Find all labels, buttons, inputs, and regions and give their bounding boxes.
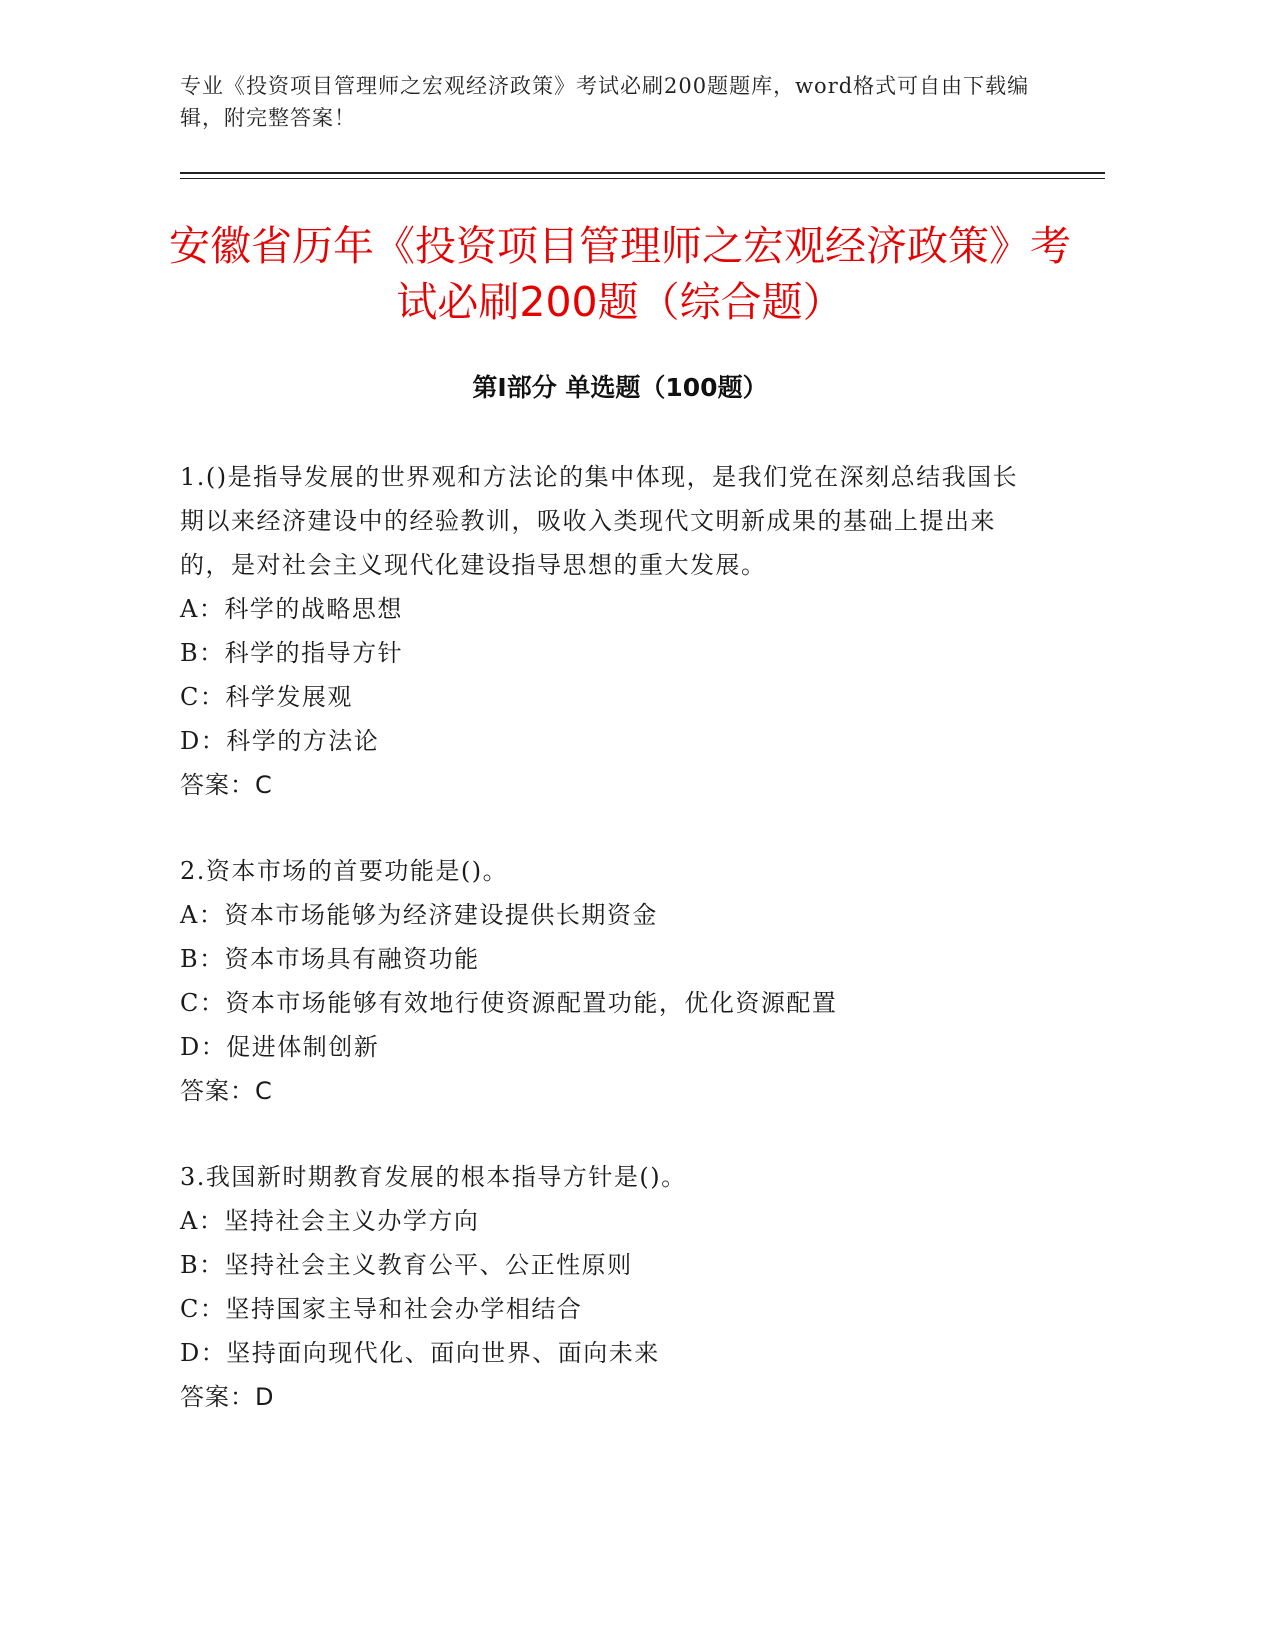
question-1 bbox=[180, 455, 1020, 807]
option-b: B：资本市场具有融资功能 bbox=[180, 945, 480, 973]
question-2 bbox=[180, 849, 1020, 1113]
section-title: 第I部分 单选题（100题） bbox=[472, 373, 768, 402]
option-a: A：科学的战略思想 bbox=[180, 595, 403, 623]
option-b: B：科学的指导方针 bbox=[180, 639, 404, 667]
question-text: 3.我国新时期教育发展的根本指导方针是()。 bbox=[180, 1163, 687, 1191]
question-3 bbox=[180, 1155, 1020, 1419]
option-d: D：促进体制创新 bbox=[180, 1033, 380, 1061]
option-d: D：科学的方法论 bbox=[180, 727, 380, 755]
header-divider-thin bbox=[180, 178, 1105, 179]
option-c: C：坚持国家主导和社会办学相结合 bbox=[180, 1295, 583, 1323]
answer: 答案：C bbox=[180, 771, 273, 799]
question-text: 1.()是指导发展的世界观和方法论的集中体现，是我们党在深刻总结我国长期以来经济建设中的经验教训，吸收入类现代文明新成果的基础上提出来的，是对社会主义现代化建设指导思想的重大发展。 bbox=[180, 463, 1019, 579]
question-text: 2.资本市场的首要功能是()。 bbox=[180, 857, 509, 885]
header-note: 专业《投资项目管理师之宏观经济政策》考试必刷200题题库，word格式可自由下载编辑，附完整答案！ bbox=[180, 74, 1030, 130]
option-a: A：资本市场能够为经济建设提供长期资金 bbox=[180, 901, 658, 929]
document-title: 安徽省历年《投资项目管理师之宏观经济政策》考试必刷200题（综合题） bbox=[169, 222, 1071, 326]
question-list bbox=[180, 455, 1020, 1461]
header-divider-thick bbox=[180, 172, 1105, 174]
answer: 答案：D bbox=[180, 1383, 275, 1411]
answer: 答案：C bbox=[180, 1077, 273, 1105]
option-d: D：坚持面向现代化、面向世界、面向未来 bbox=[180, 1339, 660, 1367]
option-c: C：资本市场能够有效地行使资源配置功能，优化资源配置 bbox=[180, 989, 838, 1017]
option-c: C：科学发展观 bbox=[180, 683, 353, 711]
option-b: B：坚持社会主义教育公平、公正性原则 bbox=[180, 1251, 633, 1279]
option-a: A：坚持社会主义办学方向 bbox=[180, 1207, 480, 1235]
